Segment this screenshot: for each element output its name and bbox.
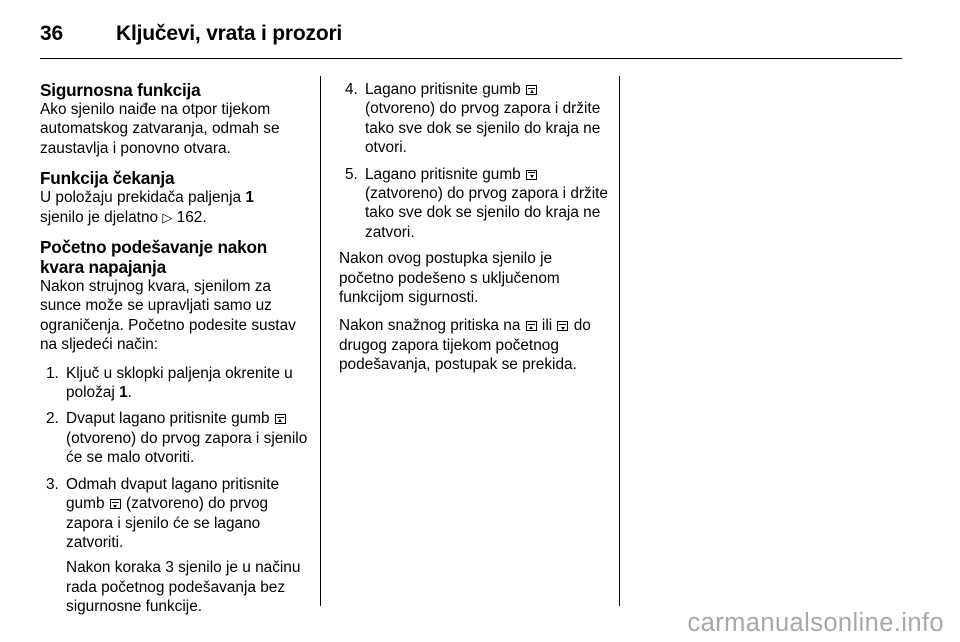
step-2-text-a: Dvaput lagano pritisnite gumb (66, 410, 274, 428)
step-5-text-a: Lagano pritisnite gumb (365, 165, 525, 183)
step-3-text-a: Odmah dvaput lagano pritisnite gumb (66, 475, 280, 513)
step-number: 3. (46, 475, 59, 493)
sunblind-close-icon (557, 321, 568, 331)
ignition-position: 1 (245, 189, 254, 207)
list-item-step-3 (40, 475, 312, 617)
step-number: 2. (46, 410, 59, 428)
column-right (339, 80, 611, 384)
chapter-title: Ključevi, vrata i prozori (116, 22, 343, 45)
list-item-step-2 (40, 409, 312, 467)
list-item-step-5 (339, 165, 611, 243)
sunblind-open-icon (526, 321, 537, 331)
page-reference-arrow-icon: ▷ (162, 209, 173, 225)
step-number: 4. (345, 81, 358, 98)
column-left (40, 80, 312, 627)
standby-text-a: U položaju prekidača paljenja (40, 189, 246, 207)
list-item-step-1 (40, 364, 312, 403)
step-number: 1. (46, 364, 59, 382)
sunblind-close-icon (526, 170, 537, 180)
page-reference[interactable]: 162. (176, 208, 207, 226)
heading-initialisation: Početno podešavanje nakon kvara napajanja (40, 237, 268, 278)
text-standby (40, 188, 312, 227)
column-divider-right (619, 76, 620, 606)
text-strong-press (339, 316, 611, 374)
heading-safety: Sigurnosna funkcija (40, 80, 201, 100)
heading-standby: Funkcija čekanja (40, 168, 175, 189)
step-2-text-b: (otvoreno) do prvog zapora i sjenilo će se malo otvoriti. (66, 429, 308, 467)
step-1-text: Ključ u sklopki paljenja okrenite u položaj (66, 364, 293, 402)
step-4-text-a: Lagano pritisnite gumb (365, 81, 525, 98)
press-text-c: do drugog zapora tijekom početnog podešavanja, postupak se prekida. (339, 317, 591, 374)
sunblind-open-icon (526, 85, 537, 95)
list-item-step-4 (339, 80, 611, 158)
section-safety (40, 80, 312, 158)
press-text-a: Nakon snažnog pritiska na (339, 317, 525, 335)
page-number: 36 (40, 22, 63, 45)
step-4-text-b: (otvoreno) do prvog zapora i držite tako sve dok se sjenilo do kraja ne otvori. (365, 100, 601, 157)
text-safety: Ako sjenilo naiđe na otpor tijekom automatskog zatvaranja, odmah se zaustavlja i ponovno otvara. (40, 101, 280, 157)
column-divider-left (320, 76, 321, 606)
step-1-end: . (127, 384, 132, 402)
header-divider (40, 58, 902, 59)
steps-list-continued (339, 80, 611, 242)
step-5-text-b: (zatvoreno) do prvog zapora i držite tako sve dok se sjenilo do kraja ne zatvori. (365, 185, 608, 241)
sunblind-close-icon (110, 499, 121, 509)
step-3-note: Nakon koraka 3 sjenilo je u načinu rada početnog podešavanja bez sigurnosne funkcije. (66, 559, 301, 616)
text-after-procedure: Nakon ovog postupka sjenilo je početno podešeno s uključenom funkcijom sigurnosti. (339, 250, 560, 307)
section-standby (40, 168, 312, 227)
sunblind-open-icon (275, 414, 286, 424)
step-3-text-b: (zatvoreno) do prvog zapora i sjenilo će se lagano zatvoriti. (66, 495, 269, 551)
steps-list (40, 364, 312, 617)
text-initialisation-intro: Nakon strujnog kvara, sjenilom za sunce može se upravljati samo uz ograničenja. Početno podesite sustav na sljedeći način: (40, 278, 296, 354)
step-number: 5. (345, 165, 358, 183)
standby-text-b: sjenilo je djelatno (40, 208, 163, 226)
step-1-position: 1 (119, 384, 128, 402)
watermark: carmanualsonline.info (687, 609, 944, 637)
press-text-b: ili (537, 317, 557, 335)
section-initialisation (40, 237, 312, 617)
